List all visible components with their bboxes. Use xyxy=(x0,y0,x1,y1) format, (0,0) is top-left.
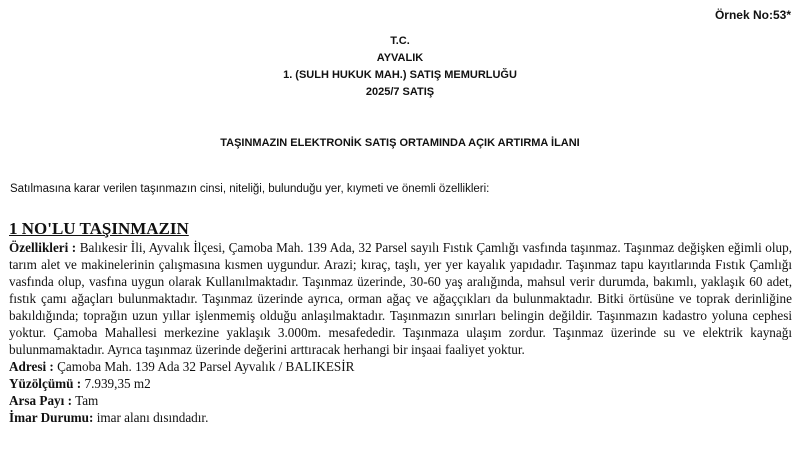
land-share-label: Arsa Payı : xyxy=(9,393,72,408)
address-line xyxy=(9,358,792,375)
zoning-value: imar alanı dısındadır. xyxy=(96,410,209,425)
area-line xyxy=(9,375,792,392)
zoning-label: İmar Durumu: xyxy=(9,410,94,425)
header-office: 1. (SULH HUKUK MAH.) SATIŞ MEMURLUĞU xyxy=(283,69,517,81)
announcement-title: TAŞINMAZIN ELEKTRONİK SATIŞ ORTAMINDA AÇIK ARTIRMA İLANI xyxy=(220,137,580,149)
property-section xyxy=(9,219,792,426)
address-value: Çamoba Mah. 139 Ada 32 Parsel Ayvalık / BALIKESİR xyxy=(57,359,355,374)
land-share-line xyxy=(9,392,792,409)
property-title: 1 NO'LU TAŞINMAZIN xyxy=(9,219,189,238)
features-label: Özellikleri : xyxy=(9,240,77,255)
features-paragraph xyxy=(9,239,792,358)
intro-text: Satılmasına karar verilen taşınmazın cinsi, niteliği, bulunduğu yer, kıymeti ve önemli özellikleri: xyxy=(10,183,490,195)
address-label: Adresi : xyxy=(9,359,54,374)
example-number: Örnek No:53* xyxy=(714,8,791,22)
header-file-number: 2025/7 SATIŞ xyxy=(365,86,435,98)
area-value: 7.939,35 m2 xyxy=(84,376,151,391)
features-text: Balıkesir İli, Ayvalık İlçesi, Çamoba Mah. 139 Ada, 32 Parsel sayılı Fıstık Çamlığı vasfında taşınmaz. Taşınmaz değişken eğimli olup, tarım alet ve makinelerinin çalışmasına kısmen uygundur. Arazi; kıraç, taşlı, yer yer kayalık yapıdadır. Taşınmaz tapu kayıtlarında Fıstık Çamlığı vasfında olup, vasfına uygun olarak Kullanılmaktadır. Taşınmaz üzerinde, 30-60 yaş aralığında, mahsul verir durumda, bakımlı, yaklaşık 60 adet, fıstık çamı ağaçları bulunmaktadır. Taşınmaz üzerinde ayrıca, orman ağaç ve ağaççıkları da bulunmaktadır. Bitki örtüsüne ve toprak derinliğine bakıldığında; toprağın uzun yıllar işlenmemiş olduğu anlaşılmaktadır. Taşınmazın sınırları belingin değildir. Taşınmazın kadastro yoluna cephesi yoktur. Çamoba Mahallesi merkezine yaklaşık 3.000m. mesafededir. Taşınmaza ulaşım zordur. Taşınmaz üzerinde su ve elektrik kaynağı bulunmamaktadır. Ayrıca taşınmaz üzerinde değerini arttıracak herhangi bir inşaai faaliyet yoktur. xyxy=(9,240,793,357)
land-share-value: Tam xyxy=(75,393,99,408)
header-tc: T.C. xyxy=(390,35,410,47)
zoning-line xyxy=(9,409,792,426)
header-city: AYVALIK xyxy=(376,52,424,64)
area-label: Yüzölçümü : xyxy=(9,376,82,391)
